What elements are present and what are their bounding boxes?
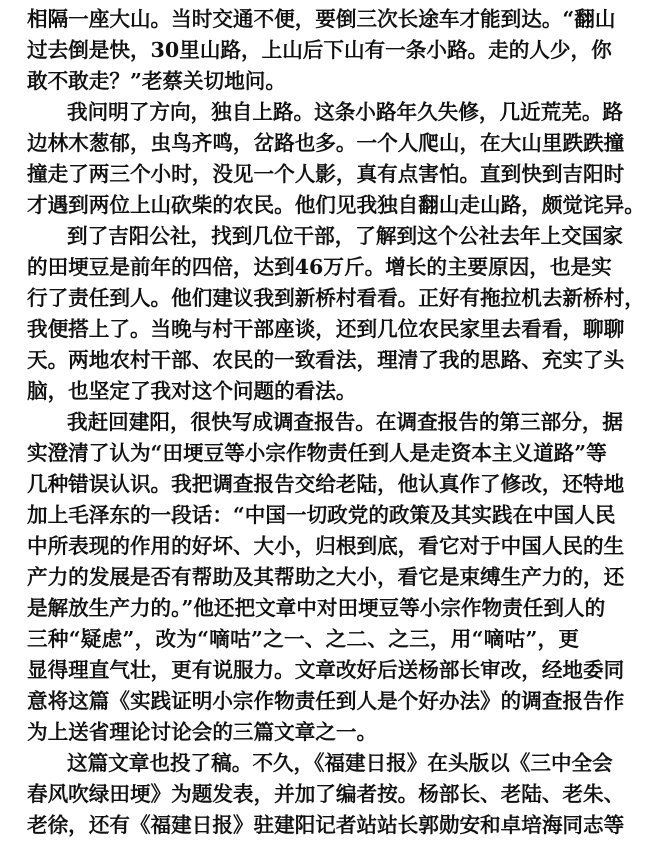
paragraph-first-line: 我赶回建阳，很快写成调查报告。在调查报告的第三部分，据 — [67, 410, 624, 434]
text-line: 显得理直气壮，更有说服力。文章改好后送杨部长审改，经地委同 — [27, 658, 625, 682]
text-line: 相隔一座大山。当时交通不便，要倒三次长途车才能到达。“翻山 — [27, 7, 616, 31]
text-line: 我便搭上了。当晚与村干部座谈，还到几位农民家里去看看，聊聊 — [27, 317, 625, 341]
text-line: 三种“疑虑”，改为“嘀咕”之一、之二、之三，用“嘀咕”，更 — [27, 627, 579, 651]
text-line: 过去倒是快，30里山路，上山后下山有一条小路。走的人少，你 — [27, 38, 612, 62]
text-line: 脑，也坚定了我对这个问题的看法。 — [27, 379, 357, 403]
text-line: 敢不敢走？”老蔡关切地问。 — [27, 69, 286, 93]
text-line: 加上毛泽东的一段话：“中国一切政党的政策及其实践在中国人民 — [27, 503, 616, 527]
text-line: 春风吹绿田埂》为题发表，并加了编者按。杨部长、老陆、老朱、 — [27, 782, 625, 806]
text-line: 为上送省理论讨论会的三篇文章之一。 — [27, 720, 378, 744]
text-line: 几种错误认识。我把调查报告交给老陆，他认真作了修改，还特地 — [27, 472, 625, 496]
text-line: 中所表现的作用的好坏、大小，归根到底，看它对于中国人民的生 — [27, 534, 625, 558]
text-line: 撞走了两三个小时，没见一个人影，真有点害怕。直到快到吉阳时 — [27, 162, 625, 186]
text-line: 是解放生产力的。”他还把文章中对田埂豆等小宗作物责任到人的 — [27, 596, 606, 620]
paragraph-first-line: 我问明了方向，独自上路。这条小路年久失修，几近荒芜。路 — [67, 100, 624, 124]
text-line: 实澄清了认为“田埂豆等小宗作物责任到人是走资本主义道路”等 — [27, 441, 607, 465]
text-line: 老徐，还有《福建日报》驻建阳记者站站长郭勋安和卓培海同志等 — [27, 813, 625, 837]
text-line: 意将这篇《实践证明小宗作物责任到人是个好办法》的调查报告作 — [27, 689, 625, 713]
text-line: 天。两地农村干部、农民的一致看法，理清了我的思路、充实了头 — [27, 348, 625, 372]
text-line: 的田埂豆是前年的四倍，达到46万斤。增长的主要原因，也是实 — [27, 255, 612, 279]
text-line: 才遇到两位上山砍柴的农民。他们见我独自翻山走山路，颇觉诧异。 — [27, 193, 645, 217]
text-line: 边林木葱郁，虫鸟齐鸣，岔路也多。一个人爬山，在大山里跌跌撞 — [27, 131, 625, 155]
text-line: 产力的发展是否有帮助及其帮助之大小，看它是束缚生产力的，还 — [27, 565, 625, 589]
paragraph-first-line: 这篇文章也投了稿。不久，《福建日报》在头版以《三中全会 — [67, 751, 613, 775]
text-line: 行了责任到人。他们建议我到新桥村看看。正好有拖拉机去新桥村， — [27, 286, 645, 310]
paragraph-first-line: 到了吉阳公社，找到几位干部，了解到这个公社去年上交国家 — [67, 224, 624, 248]
